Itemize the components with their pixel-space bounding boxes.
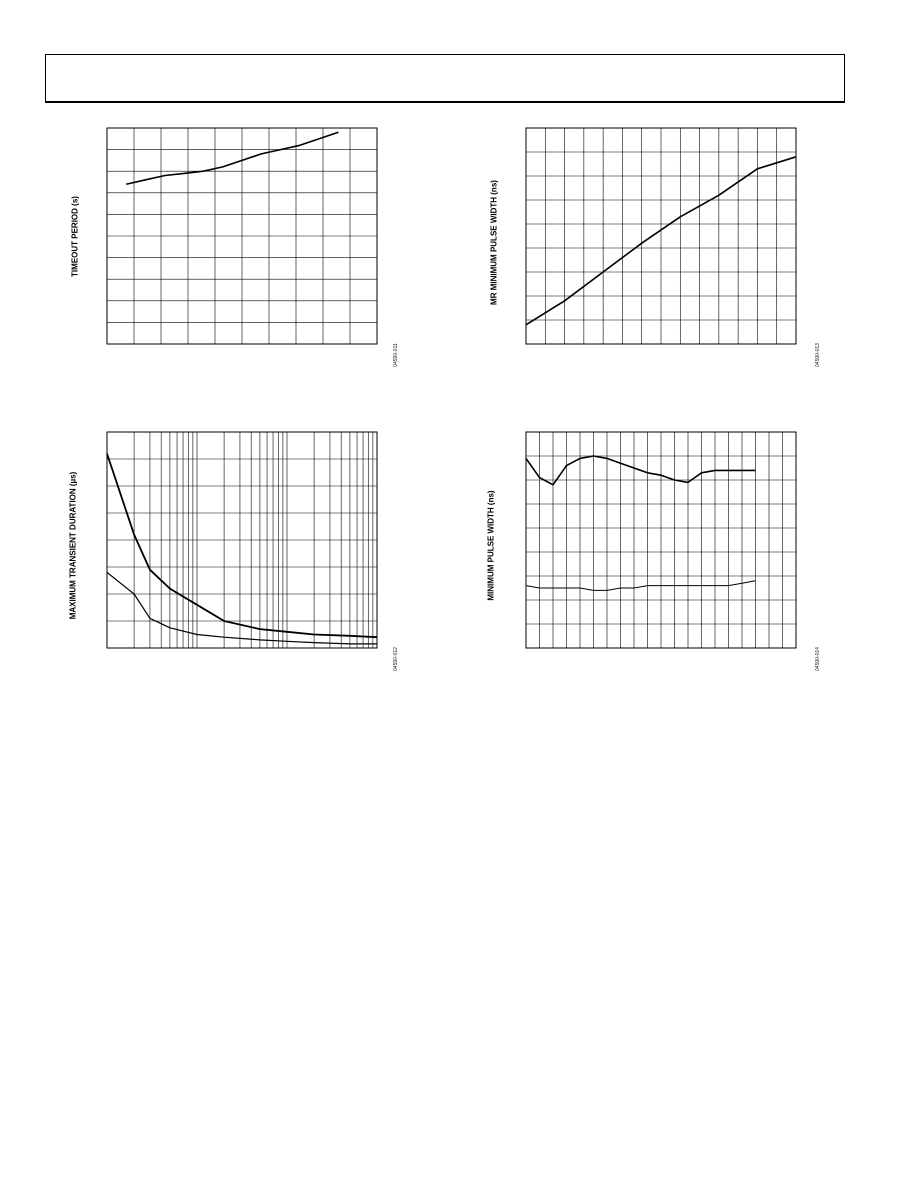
series-line-2: [526, 581, 756, 591]
timeout-period-figure-id: 04590-011: [393, 343, 399, 367]
mr-pulse-width-figure-id: 04590-013: [815, 343, 821, 367]
timeout-period-plot: [107, 128, 377, 344]
transient-duration-ylabel: MAXIMUM TRANSIENT DURATION (µs): [68, 471, 78, 620]
min-pulse-width-figure-id: 04590-014: [815, 647, 821, 671]
mr-pulse-width-plot: [526, 128, 796, 344]
mr-pulse-width-ylabel: MR MINIMUM PULSE WIDTH (ns): [489, 180, 499, 305]
transient-duration-plot: [107, 432, 377, 648]
series-line-1: [126, 132, 338, 184]
series-line-2: [107, 572, 377, 644]
grid: [526, 128, 796, 344]
timeout-period-chart: [107, 128, 377, 344]
min-pulse-width-plot: [526, 432, 796, 648]
min-pulse-width-chart: [526, 432, 796, 648]
page-header-box: [45, 54, 845, 103]
series-line-1: [526, 456, 756, 485]
timeout-period-ylabel: TIMEOUT PERIOD (s): [70, 196, 80, 277]
min-pulse-width-ylabel: MINIMUM PULSE WIDTH (ns): [486, 490, 496, 601]
mr-pulse-width-chart: [526, 128, 796, 344]
transient-duration-chart: [107, 432, 377, 648]
grid: [526, 432, 796, 648]
series-line-1: [107, 454, 377, 638]
transient-duration-figure-id: 04590-012: [393, 647, 399, 671]
